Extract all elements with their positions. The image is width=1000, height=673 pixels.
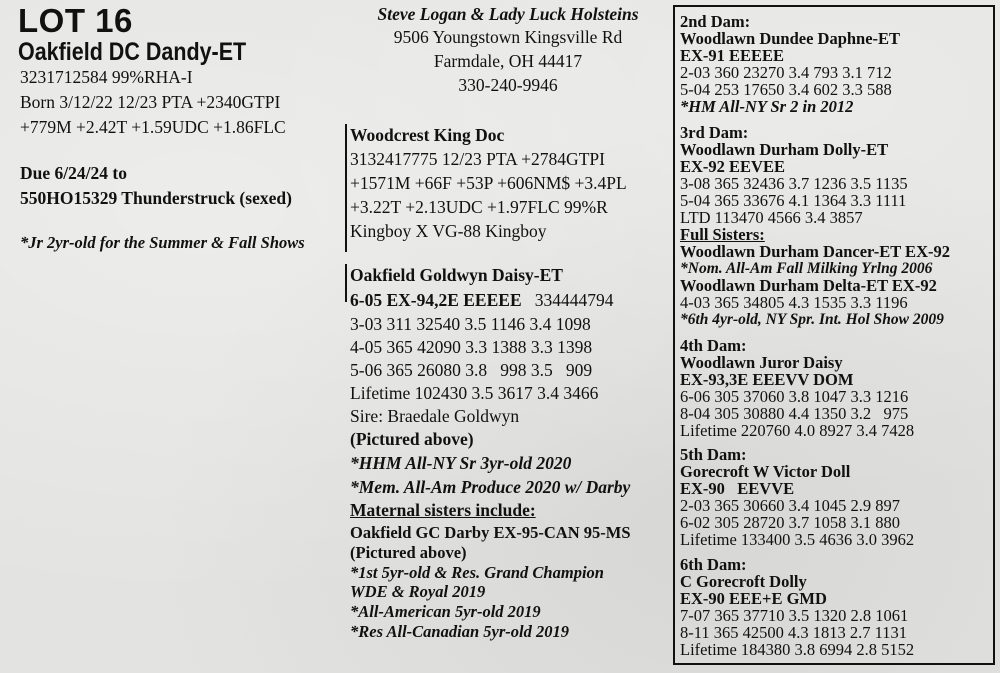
dam4-lifetime: Lifetime 220760 4.0 8927 3.4 7428 <box>680 421 915 440</box>
dam4-record-2: 8-04 305 30880 4.4 1350 3.2 975 <box>680 404 909 423</box>
dam4-classification: EX-93,3E EEEVV DOM <box>680 370 854 389</box>
consignor-phone: 330-240-9946 <box>458 75 558 95</box>
dam3-classification: EX-92 EEVEE <box>680 157 785 176</box>
dam3-name: Woodlawn Durham Dolly-ET <box>680 140 889 159</box>
dam6-name: C Gorecroft Dolly <box>680 572 807 591</box>
dam-record-3: 5-06 365 26080 3.8 998 3.5 909 <box>350 360 593 380</box>
dam2-record-1: 2-03 360 23270 3.4 793 3.1 712 <box>680 63 892 82</box>
dam-name: Oakfield Goldwyn Daisy-ET <box>350 265 563 285</box>
birth-pta-line: Born 3/12/22 12/23 PTA +2340GTPI <box>20 92 281 112</box>
dam-classification-line <box>350 290 614 311</box>
maternal-sister-honor-3: *All-American 5yr-old 2019 <box>350 602 541 621</box>
dam2-classification: EX-91 EEEEE <box>680 46 785 65</box>
maternal-sisters-heading: Maternal sisters include: <box>350 500 536 520</box>
dam6-heading: 6th Dam: <box>680 555 747 574</box>
sire-line-3: +3.22T +2.13UDC +1.97FLC 99%R <box>350 197 608 217</box>
dam3-ltd: LTD 113470 4566 3.4 3857 <box>680 208 863 227</box>
dam3-record-1: 3-08 365 32436 3.7 1236 3.5 1135 <box>680 174 908 193</box>
maternal-sister-honor-4: *Res All-Canadian 5yr-old 2019 <box>350 622 569 641</box>
dam-record-2: 4-05 365 42090 3.3 1388 3.3 1398 <box>350 337 593 357</box>
dam6-record-2: 8-11 365 42500 4.3 1813 2.7 1131 <box>680 623 908 642</box>
maternal-sister-honor-2: WDE & Royal 2019 <box>350 582 486 601</box>
dam4-name: Woodlawn Juror Daisy <box>680 353 843 372</box>
registration-line: 3231712584 99%RHA-I <box>20 67 193 87</box>
maternal-sister-pictured: (Pictured above) <box>350 543 467 562</box>
sire-bracket <box>345 124 347 252</box>
dam-bracket <box>345 264 347 302</box>
dam6-lifetime: Lifetime 184380 3.8 6994 2.8 5152 <box>680 640 915 659</box>
genomic-traits-line: +779M +2.42T +1.59UDC +1.86FLC <box>20 117 286 137</box>
dam5-record-2: 6-02 305 28720 3.7 1058 3.1 880 <box>680 513 900 532</box>
sire-line-1: 3132417775 12/23 PTA +2784GTPI <box>350 149 605 169</box>
animal-name: Oakfield DC Dandy-ET <box>18 38 247 66</box>
maternal-sister-honor-1: *1st 5yr-old & Res. Grand Champion <box>350 563 604 582</box>
dam2-record-2: 5-04 253 17650 3.4 602 3.3 588 <box>680 80 892 99</box>
full-sister-1-honor: *Nom. All-Am Fall Milking Yrlng 2006 <box>680 260 933 277</box>
dam3-record-2: 5-04 365 33676 4.1 1364 3.3 1111 <box>680 191 907 210</box>
dam5-classification: EX-90 EEVVE <box>680 479 795 498</box>
dam-classification: 6-05 EX-94,2E EEEEE <box>350 290 522 310</box>
full-sister-2: Woodlawn Durham Delta-ET EX-92 <box>680 276 937 295</box>
consignor-address2: Farmdale, OH 44417 <box>433 51 583 71</box>
consignor-name: Steve Logan & Lady Luck Holsteins <box>377 4 639 24</box>
dam-record-1: 3-03 311 32540 3.5 1146 3.4 1098 <box>350 314 591 334</box>
sire-line-4: Kingboy X VG-88 Kingboy <box>350 221 547 241</box>
dam3-heading: 3rd Dam: <box>680 123 749 142</box>
dam-honor-1: *HHM All-NY Sr 3yr-old 2020 <box>350 453 572 473</box>
dam-reg-number: 334444794 <box>534 290 614 310</box>
dam4-record-1: 6-06 305 37060 3.8 1047 3.3 1216 <box>680 387 909 406</box>
dam-pictured: (Pictured above) <box>350 429 474 449</box>
dam5-record-1: 2-03 365 30660 3.4 1045 2.9 897 <box>680 496 900 515</box>
dam-honor-2: *Mem. All-Am Produce 2020 w/ Darby <box>350 477 631 497</box>
due-date: Due 6/24/24 to <box>20 163 127 183</box>
dam2-honor: *HM All-NY Sr 2 in 2012 <box>680 97 854 116</box>
dam5-heading: 5th Dam: <box>680 445 747 464</box>
dam6-classification: EX-90 EEE+E GMD <box>680 589 827 608</box>
consignor-address1: 9506 Youngstown Kingsville Rd <box>393 27 623 47</box>
maternal-sister-name: Oakfield GC Darby EX-95-CAN 95-MS <box>350 523 631 542</box>
dam5-lifetime: Lifetime 133400 3.5 4636 3.0 3962 <box>680 530 915 549</box>
service-sire: 550HO15329 Thunderstruck (sexed) <box>20 188 292 208</box>
dam-sire: Sire: Braedale Goldwyn <box>350 406 520 426</box>
show-note: *Jr 2yr-old for the Summer & Fall Shows <box>20 233 305 252</box>
sire-name: Woodcrest King Doc <box>350 125 505 145</box>
dam2-name: Woodlawn Dundee Daphne-ET <box>680 29 901 48</box>
dam2-heading: 2nd Dam: <box>680 12 751 31</box>
dam4-heading: 4th Dam: <box>680 336 747 355</box>
dam6-record-1: 7-07 365 37710 3.5 1320 2.8 1061 <box>680 606 909 625</box>
lot-title: LOT 16 <box>18 2 133 39</box>
full-sisters-heading: Full Sisters: <box>680 225 765 244</box>
sire-line-2: +1571M +66F +53P +606NM$ +3.4PL <box>350 173 627 193</box>
dam-lifetime: Lifetime 102430 3.5 3617 3.4 3466 <box>350 383 599 403</box>
full-sister-2-record: 4-03 365 34805 4.3 1535 3.3 1196 <box>680 293 908 312</box>
full-sister-1: Woodlawn Durham Dancer-ET EX-92 <box>680 242 950 261</box>
dam5-name: Gorecroft W Victor Doll <box>680 462 851 481</box>
full-sister-2-honor: *6th 4yr-old, NY Spr. Int. Hol Show 2009 <box>680 311 944 328</box>
